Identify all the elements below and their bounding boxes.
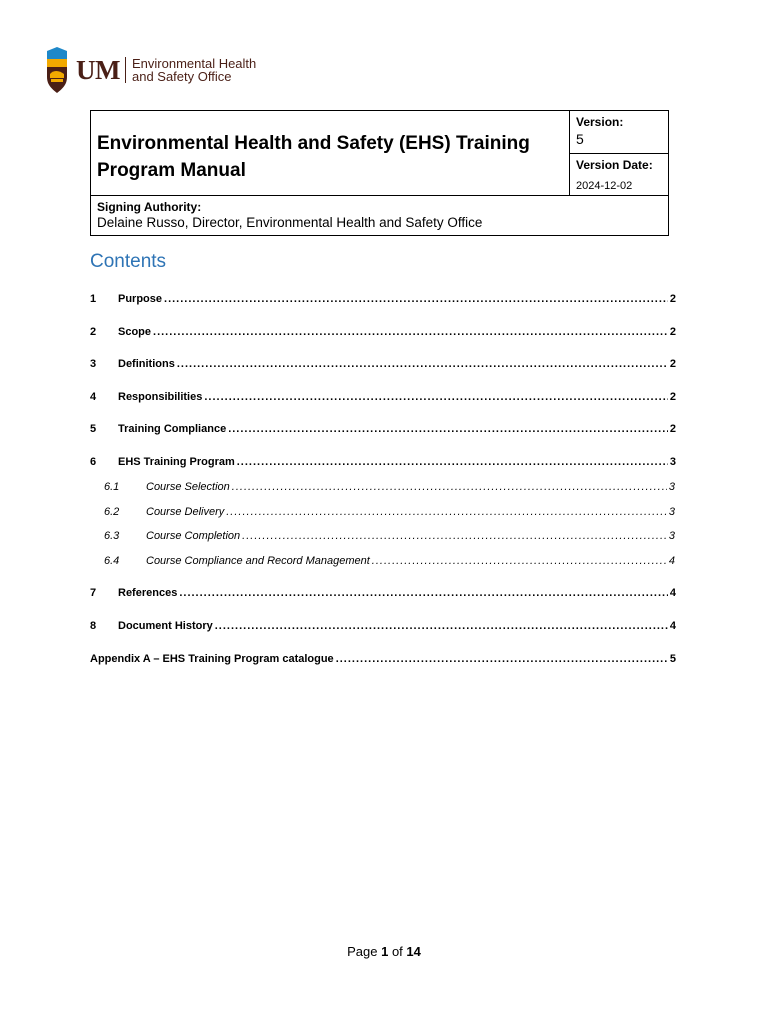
toc-number: 8 <box>90 620 97 632</box>
toc-title: EHS Training Program <box>118 456 235 468</box>
toc-title: Course Selection <box>146 481 230 493</box>
toc-number: 6.3 <box>104 530 120 542</box>
toc-entry[interactable] <box>90 293 676 305</box>
toc-number: 3 <box>90 358 97 370</box>
version-date-cell <box>570 153 668 196</box>
toc-leader <box>372 555 667 567</box>
toc-page: 2 <box>669 391 676 403</box>
toc-page: 4 <box>668 555 675 567</box>
toc-page: 2 <box>669 293 676 305</box>
version-label: Version: <box>576 115 624 129</box>
toc-title: Responsibilities <box>118 391 203 403</box>
toc-leader <box>226 506 667 518</box>
toc-leader <box>164 293 668 305</box>
signing-authority-label: Signing Authority: <box>97 200 202 214</box>
toc-title: Appendix A – EHS Training Program catalogue <box>90 653 334 665</box>
toc-title: Document History <box>118 620 213 632</box>
toc-subentry[interactable] <box>104 481 675 493</box>
logo-line-1: Environmental Health <box>131 56 257 71</box>
toc-page: 2 <box>669 423 676 435</box>
document-title <box>91 111 570 195</box>
toc-title: Course Completion <box>146 530 241 542</box>
footer-of: of <box>388 944 407 959</box>
toc-title: Training Compliance <box>118 423 227 435</box>
version-value: 5 <box>576 131 584 147</box>
toc-leader <box>228 423 668 435</box>
um-ehs-logo <box>44 46 256 94</box>
toc-page: 4 <box>669 620 676 632</box>
toc-entry[interactable] <box>90 587 676 599</box>
toc-number: 4 <box>90 391 97 403</box>
footer-prefix: Page <box>347 944 382 959</box>
toc-page: 3 <box>669 456 676 468</box>
toc-page: 5 <box>669 653 676 665</box>
toc-title: Purpose <box>118 293 163 305</box>
toc-title: Course Delivery <box>146 506 225 518</box>
contents-heading: Contents <box>90 251 167 272</box>
logo-divider <box>125 57 126 83</box>
toc-leader <box>336 653 668 665</box>
toc-leader <box>153 326 668 338</box>
toc-leader <box>204 391 668 403</box>
toc-leader <box>215 620 668 632</box>
toc-leader <box>179 587 668 599</box>
version-date-value: 2024-12-02 <box>576 179 633 192</box>
toc-page: 3 <box>668 530 675 542</box>
toc-title: Definitions <box>118 358 175 370</box>
toc-page: 2 <box>669 326 676 338</box>
toc-title: Course Compliance and Record Management <box>146 555 370 567</box>
document-title-line-1: Environmental Health and Safety (EHS) Training <box>97 133 530 154</box>
signing-authority-value: Delaine Russo, Director, Environmental Health and Safety Office <box>97 215 483 230</box>
logo-wordmark: UM <box>76 54 120 85</box>
toc-entry[interactable] <box>90 358 676 370</box>
logo-office-name <box>132 57 256 83</box>
toc-leader <box>242 530 667 542</box>
toc-subentry[interactable] <box>104 530 675 542</box>
toc-number: 6 <box>90 456 97 468</box>
toc-leader <box>237 456 668 468</box>
toc-number: 5 <box>90 423 97 435</box>
toc-number: 6.1 <box>104 481 120 493</box>
university-crest-icon <box>44 47 70 93</box>
version-cell <box>570 111 668 153</box>
toc-entry[interactable] <box>90 620 676 632</box>
logo-line-2: and Safety Office <box>131 69 232 84</box>
signing-authority-cell <box>91 196 668 235</box>
version-date-label: Version Date: <box>576 157 653 172</box>
toc-page: 2 <box>669 358 676 370</box>
toc-title: Scope <box>118 326 152 338</box>
toc-subentry[interactable] <box>104 506 675 518</box>
toc-page: 3 <box>668 481 675 493</box>
document-header-table <box>90 110 669 236</box>
toc-number: 2 <box>90 326 97 338</box>
document-title-line-2: Program Manual <box>97 160 246 181</box>
toc-number: 7 <box>90 587 97 599</box>
toc-subentry[interactable] <box>104 555 675 567</box>
toc-title: References <box>118 587 178 599</box>
toc-number: 6.4 <box>104 555 120 567</box>
toc-page: 3 <box>668 506 675 518</box>
toc-entry-appendix[interactable] <box>90 653 676 665</box>
toc-page: 4 <box>669 587 676 599</box>
page-footer <box>0 944 768 959</box>
toc-entry[interactable] <box>90 456 676 468</box>
toc-entry[interactable] <box>90 423 676 435</box>
toc-number: 6.2 <box>104 506 120 518</box>
footer-current-page: 1 <box>381 944 389 959</box>
footer-total-pages: 14 <box>406 944 421 959</box>
toc-leader <box>232 481 667 493</box>
toc-number: 1 <box>90 293 97 305</box>
toc-leader <box>177 358 668 370</box>
toc-entry[interactable] <box>90 326 676 338</box>
toc-entry[interactable] <box>90 391 676 403</box>
